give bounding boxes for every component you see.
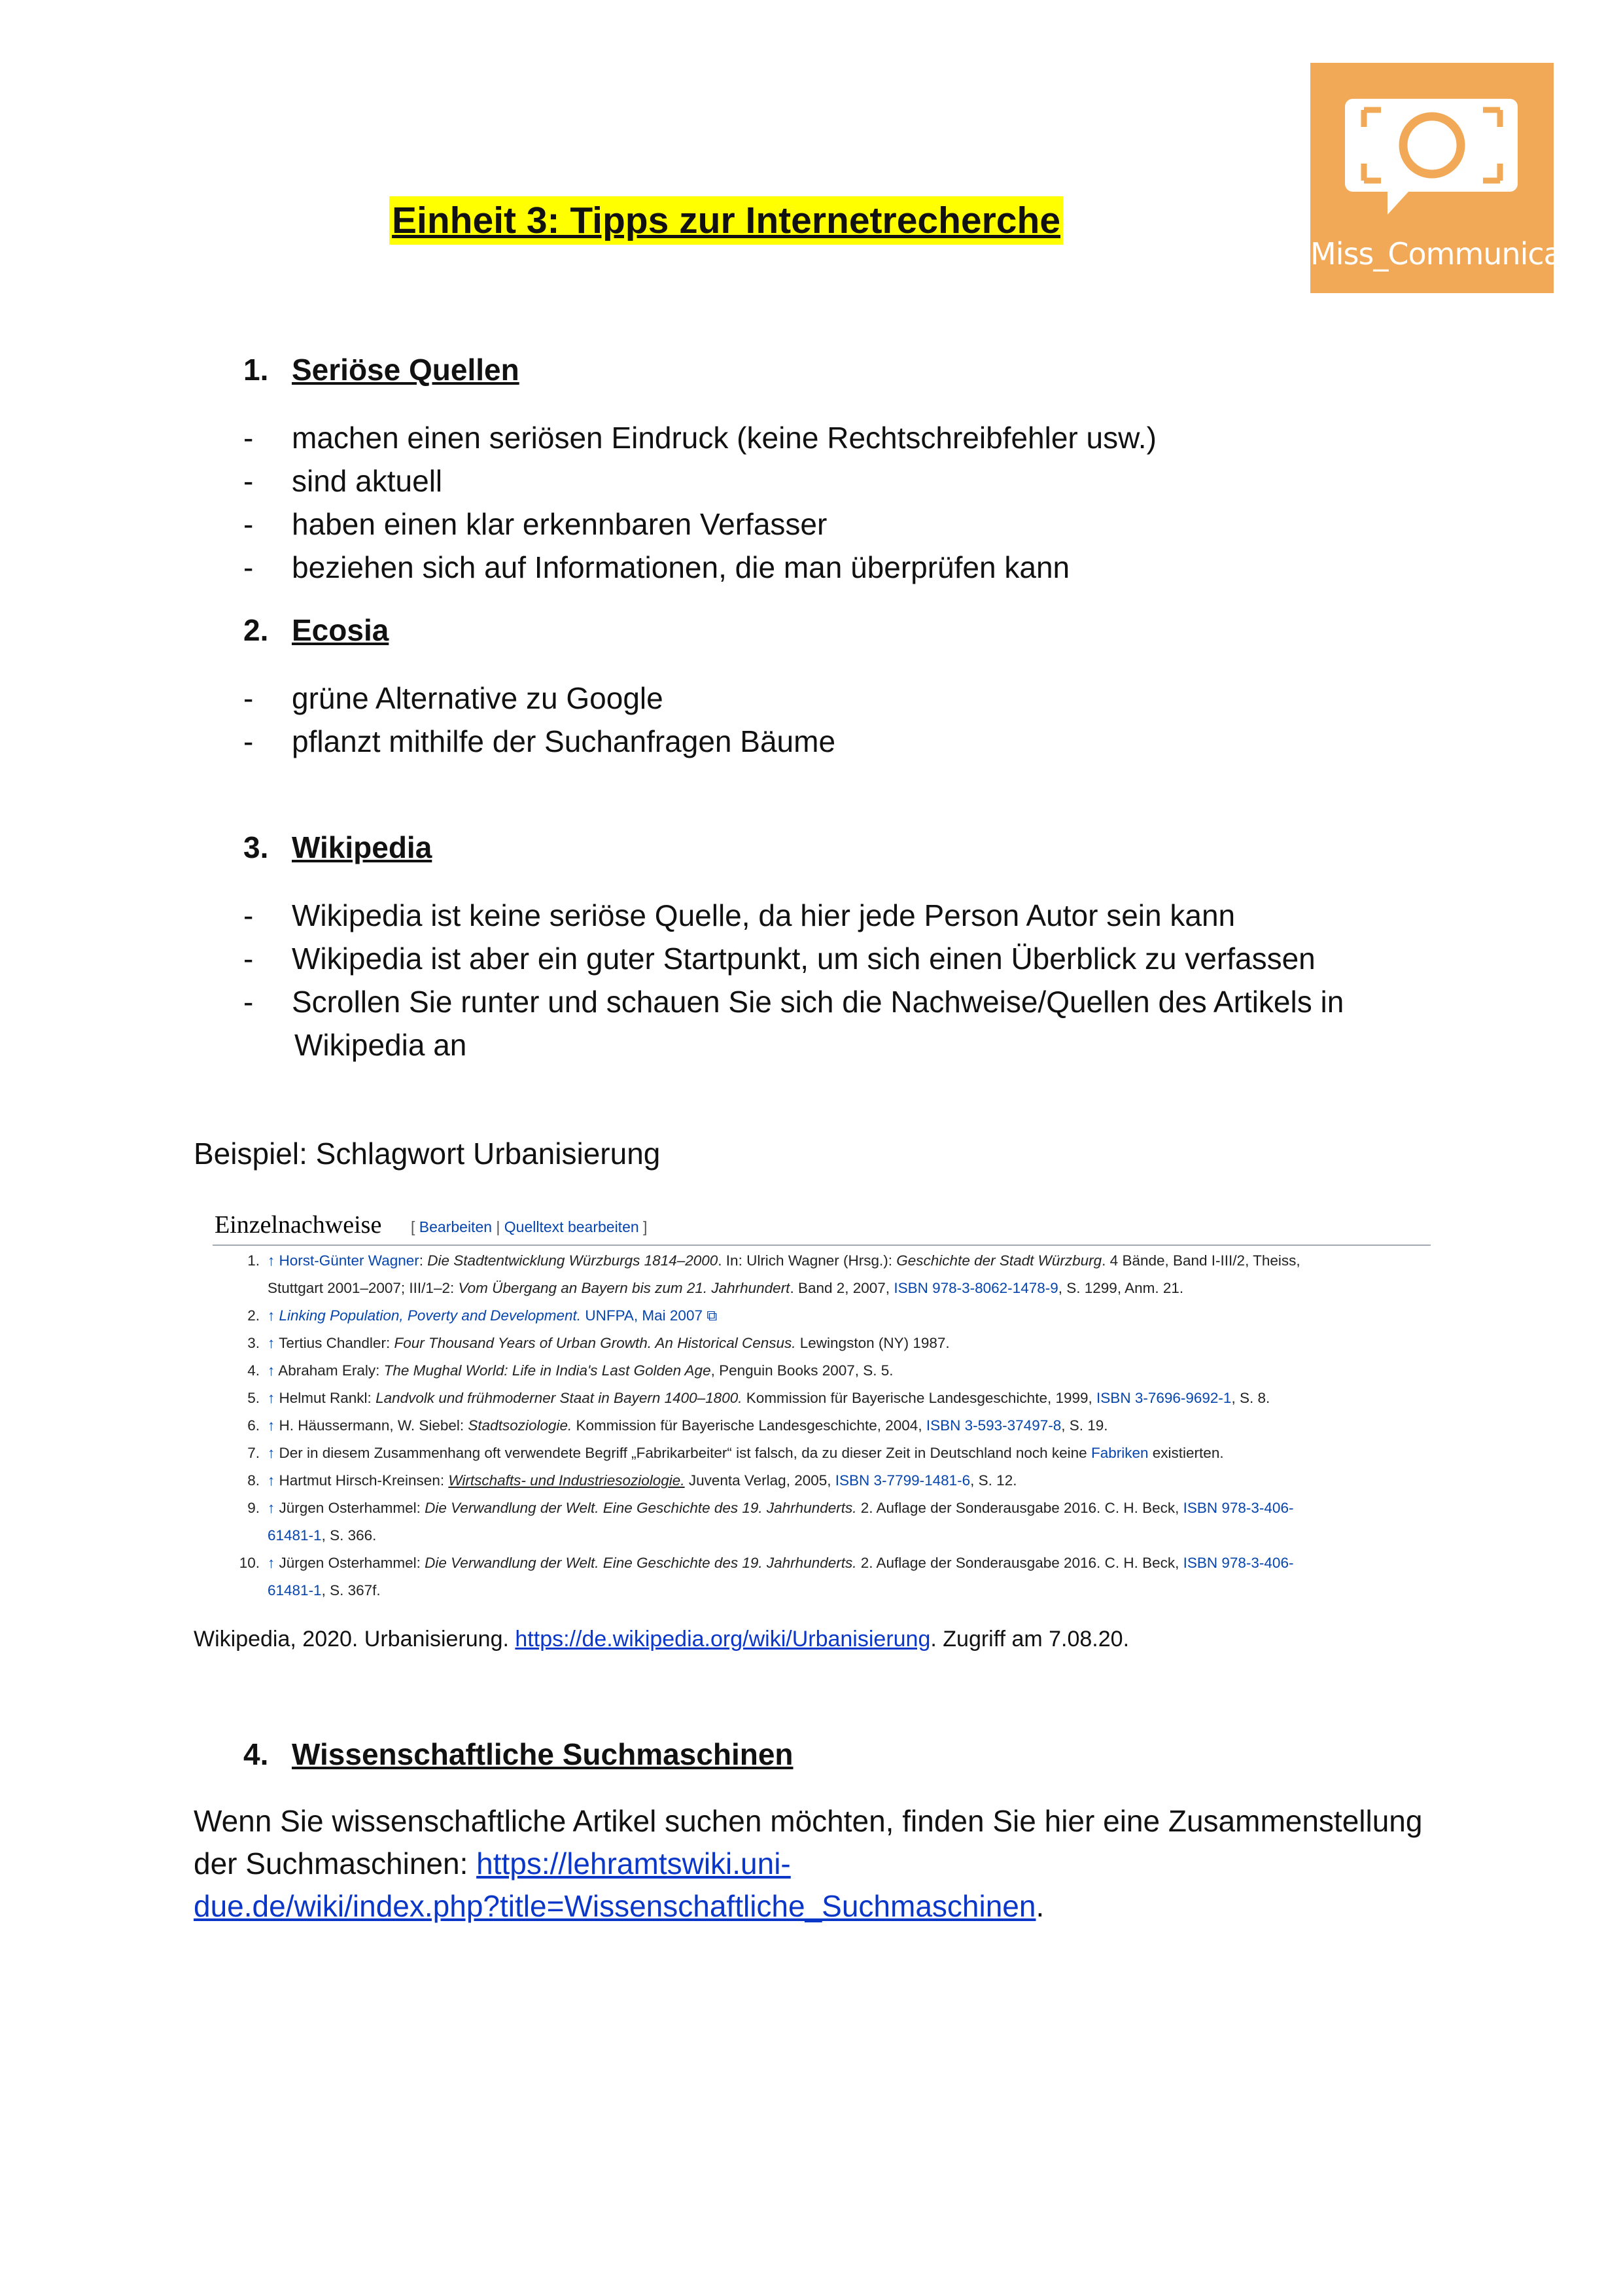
lehramtswiki-link[interactable]: https://lehramtswiki.uni- [476,1846,791,1881]
lehramtswiki-link-continued[interactable]: due.de/wiki/index.php?title=Wissenschaftliche_Suchmaschinen [194,1889,1036,1923]
wiki-section-title: Einzelnachweise [215,1211,382,1239]
section-heading-4 [243,1737,794,1772]
isbn-link[interactable]: ISBN 978-3-406- [1183,1500,1294,1516]
reference-item: 1. ↑ Horst-Günter Wagner: Die Stadtentwicklung Würzburgs 1814–2000. In: Ulrich Wagner (Hrsg.): Geschichte der Stadt Würzburg. 4 Bände, Band I-III/2, Theiss, Stuttgart 2001–2007; III/1–2: Vom Übergang an Bayern bis zum 21. Jahrhundert. Band 2, 2007, ISBN 978-3-8062-1478-9, S. 1299, Anm. 21. [247,1252,1300,1296]
wikipedia-references-screenshot: Einzelnachweise [ Bearbeiten | Quelltext bearbeiten ] 1. ↑ Horst-Günter Wagner: Die Stadtentwicklung Würzburgs 1814–2000. In: Ulrich Wagner (Hrsg.): Geschichte der Stadt Würzburg. 4 Bände, Band I-III/2, Theiss, Stuttgart 2001–2007; III/1–2: Vom Übergang an Bayern bis zum 21. Jahrhundert. Band 2, 2007, ISBN 978-3-8062-1478-9, S. 1299, Anm. 21. 2. ↑ Linking Population, Poverty and Development. UNFPA, Mai 2007 ⧉ 3. ↑ Tertius Chandler: Four Thousand Years of Urban Growth. An Historical Census. Lewingston (NY) 1987. 4. ↑ Abraham Eraly: The Mughal World: Life in India's Last Golden Age, Penguin Books 2007, S. 5. 5. ↑ Helmut Rankl: Landvolk und frühmoderner Staat in Bayern 1400–1800. Kommission für Bayerische Landesgeschichte, 1999, ISBN 3-7696-9692-1, S. 8. 6. ↑ H. Häussermann, W. Siebel: Stadtsoziologie. Kommission für Bayerische Landesgeschichte, 2004, ISBN 3-593-37497-8, S. 19. 7. ↑ Der in diesem Zusammenhang oft verwendete Begriff „Fabrikarbeiter“ ist falsch, da zu dieser Zeit in Deutschland noch keine Fabriken existierten. 8. ↑ Hartmut Hirsch-Kreinsen: Wirtschafts- und Industriesoziologie. Juventa Verlag, 2005, ISBN 3-7799-1481-6, S. 12. 9. ↑ Jürgen Osterhammel: Die Verwandlung der Welt. Eine Geschichte des 19. Jahrhunderts. 2. Auflage der Sonderausgabe 2016. C. H. Beck, ISBN 978-3-406- 61481-1, S. 366. 10. ↑ Jürgen Osterhammel: Die Verwandlung der Welt. Eine Geschichte des 19. Jahrhunderts. 2. Auflage der Sonderausgabe 2016. C. H. Beck, ISBN 978-3-406- 61481-1, S. 367f. [213,1210,1436,1603]
reference-title-link[interactable]: Linking Population, Poverty and Development. [279,1307,582,1324]
reference-author-link[interactable]: Horst-Günter Wagner [279,1252,419,1269]
section-number: 1. [243,353,269,387]
search-paragraph-line-3: due.de/wiki/index.php?title=Wissenschaftliche_Suchmaschinen. [194,1889,1045,1923]
section-heading-1 [243,352,519,387]
wikipedia-url-link[interactable]: https://de.wikipedia.org/wiki/Urbanisierung [515,1627,931,1651]
wiki-edit-links: [ Bearbeiten | Quelltext bearbeiten ] [411,1218,648,1235]
section-heading-2 [243,612,389,648]
fabriken-link[interactable]: Fabriken [1091,1445,1149,1461]
example-label: Beispiel: Schlagwort Urbanisierung [194,1137,661,1171]
isbn-link[interactable]: ISBN 978-3-406- [1183,1555,1294,1571]
isbn-link[interactable]: ISBN 3-7696-9692-1 [1096,1390,1232,1406]
source-citation: Wikipedia, 2020. Urbanisierung. https://de.wikipedia.org/wiki/Urbanisierung. Zugriff am 7.08.20. [194,1627,1130,1651]
section-number: 2. [243,613,269,647]
wiki-divider [213,1245,1431,1246]
isbn-link[interactable]: 61481-1 [268,1527,322,1544]
isbn-link[interactable]: 61481-1 [268,1582,322,1598]
miss-communicative-logo [1310,63,1616,293]
page-title: Einheit 3: Tipps zur Internetrecherche [389,196,1063,245]
wiki-source-edit-link[interactable]: Quelltext bearbeiten [504,1218,639,1235]
section-title: Wissenschaftliche Suchmaschinen [292,1737,794,1771]
section-title: Ecosia [292,613,389,647]
isbn-link[interactable]: ISBN 3-593-37497-8 [926,1417,1062,1434]
section-number: 3. [243,830,269,864]
logo-text: Miss_Communicative [1310,236,1616,272]
section-heading-3 [243,830,432,865]
isbn-link[interactable]: ISBN 3-7799-1481-6 [835,1472,971,1489]
section-title: Wikipedia [292,830,432,864]
section-number: 4. [243,1737,269,1771]
wiki-edit-link[interactable]: Bearbeiten [419,1218,493,1235]
isbn-link[interactable]: ISBN 978-3-8062-1478-9 [894,1280,1058,1296]
reference-source-link[interactable]: UNFPA, Mai 2007 [585,1307,703,1324]
external-link-icon: ⧉ [707,1307,718,1324]
search-paragraph-line-2: der Suchmaschinen: https://lehramtswiki.uni- [194,1846,791,1881]
search-paragraph-line-1: Wenn Sie wissenschaftliche Artikel suchen möchten, finden Sie hier eine Zusammenstellung [194,1804,1423,1838]
section-title: Seriöse Quellen [292,353,519,387]
